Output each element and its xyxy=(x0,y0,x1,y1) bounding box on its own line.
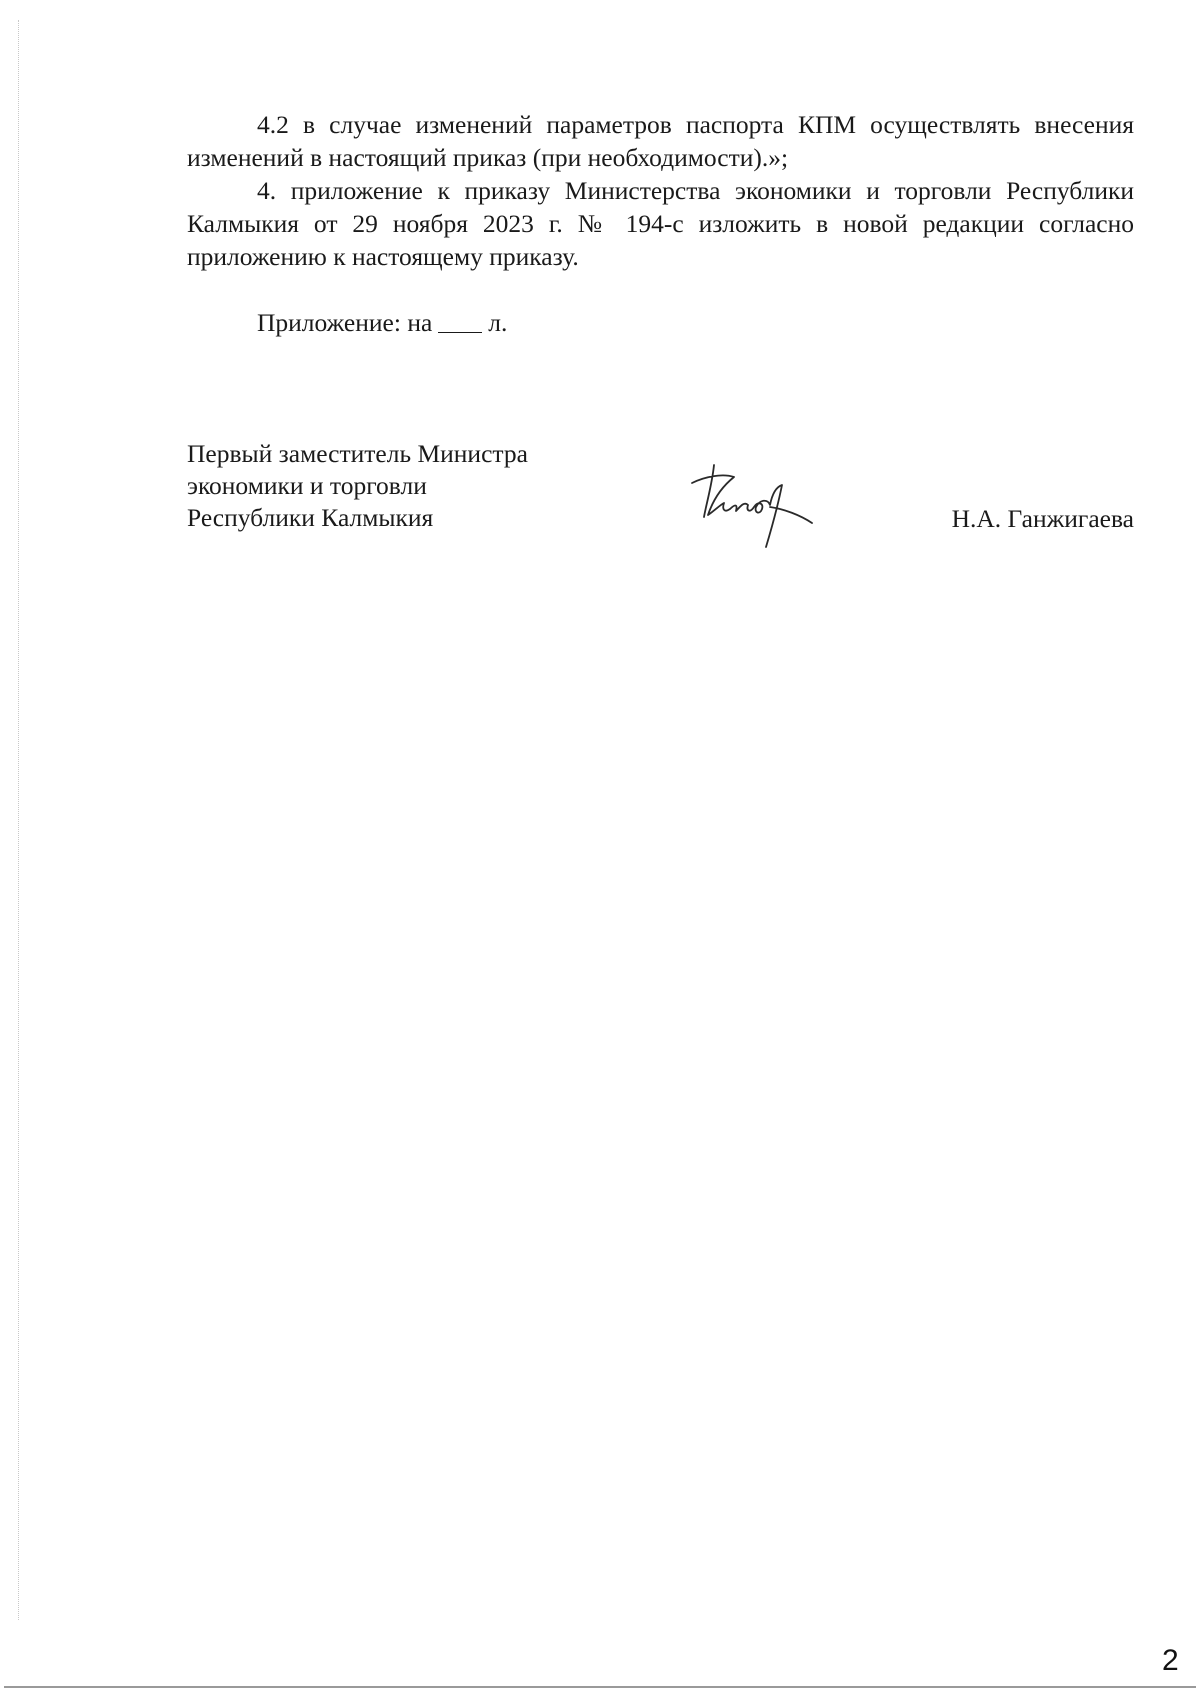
signatory-position-line: экономики и торговли xyxy=(187,471,427,500)
attachment-blank xyxy=(438,310,482,333)
signatory-position-line: Первый заместитель Министра xyxy=(187,439,528,468)
attachment-prefix: Приложение: на xyxy=(257,308,433,337)
attachment-line xyxy=(257,306,507,339)
signatory-position xyxy=(187,438,528,534)
paragraph-4-2: 4.2 в случае изменений параметров паспорта КПМ осуществлять внесения изменений в настоящий приказ (при необходимости).»; xyxy=(187,110,1134,172)
scan-edge-bottom xyxy=(4,1686,1196,1688)
scan-edge-left xyxy=(18,20,20,1620)
signatory-position-line: Республики Калмыкия xyxy=(187,503,434,532)
page-number: 2 xyxy=(1162,1644,1179,1677)
document-body xyxy=(187,108,1134,273)
signatory-name: Н.А. Ганжигаева xyxy=(951,504,1134,533)
attachment-suffix: л. xyxy=(488,308,508,337)
paragraph-4: 4. приложение к приказу Министерства экономики и торговли Республики Калмыкия от 29 ноября 2023 г. № 194-с изложить в новой редакции согласно приложению к настоящему приказу. xyxy=(187,176,1134,271)
handwritten-signature-icon xyxy=(684,455,824,555)
